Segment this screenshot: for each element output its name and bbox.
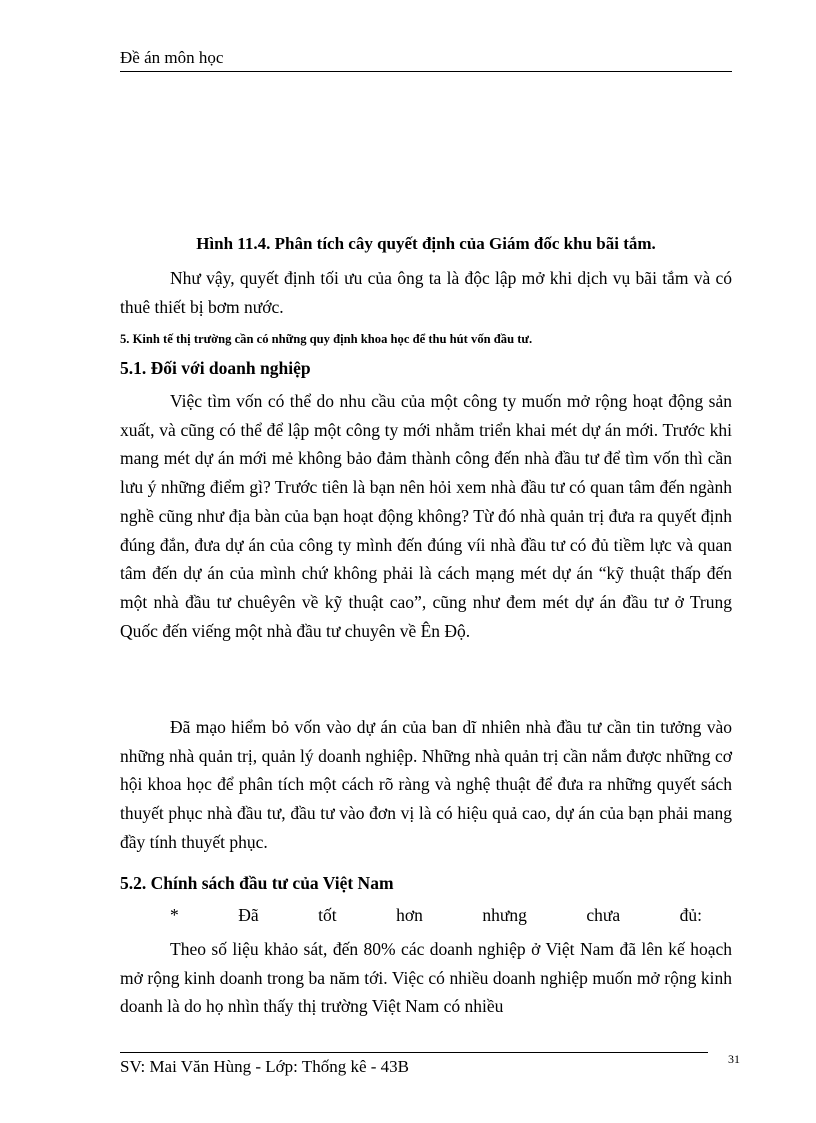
section-5-2-heading: 5.2. Chính sách đầu tư của Việt Nam [120, 873, 394, 893]
header-rule [120, 71, 732, 72]
page-header-title: Đề án môn học [120, 48, 224, 67]
paragraph-4: Theo số liệu khảo sát, đến 80% các doanh nghiệp ở Việt Nam đã lên kế hoạch mở rộng kinh doanh trong ba năm tới. Việc có nhiều doanh nghiệp muốn mở rộng kinh doanh là do họ nhìn thấy thị trường Việt Nam có nhiều [120, 939, 732, 1017]
paragraph-2: Việc tìm vốn có thể do nhu cầu của một công ty muốn mở rộng hoạt động sản xuất, và cũng có thể để lập một công ty mới nhằm triển khai mét dự án mới. Trước khi mang mét dự án mới mẻ không bảo đảm thành công đến nhà đầu tư để tìm vốn thì cần lưu ý những điểm gì? Trước tiên là bạn nên hỏi xem nhà đầu tư có quan tâm đến ngành nghề cũng như địa bàn của bạn hoạt động không? Từ đó nhà quản trị đưa ra quyết định đúng đắn, đưa dự án của công ty mình đến đúng víi nhà đầu tư có đủ tiềm lực và quan tâm đến dự án của mình chứ không phải là cách mạng mét dự án “kỹ thuật thấp đến một nhà đầu tư chuêyên về kỹ thuật cao”, cũng như đem mét dự án đầu tư ở Trung Quốc đến viếng một nhà đầu tư chuyên về Ên Độ. [120, 391, 732, 641]
note-word: tốt [318, 905, 337, 925]
note-word: chưa [586, 905, 621, 925]
section-5-1-heading: 5.1. Đối với doanh nghiệp [120, 358, 311, 378]
note-line [170, 905, 702, 926]
page-number: 31 [728, 1052, 740, 1066]
paragraph-3: Đã mạo hiểm bỏ vốn vào dự án của ban dĩ nhiên nhà đầu tư cần tin tưởng vào những nhà quản trị, quản lý doanh nghiệp. Những nhà quản trị cần nắm được những cơ hội khoa học để phân tích một cách rõ ràng và nghệ thuật để đưa ra những quyết sách thuyết phục nhà đầu tư, đầu tư vào đơn vị là có hiệu quả cao, dự án của bạn phải mang đầy tính thuyết phục. [120, 717, 732, 852]
paragraph-1: Như vậy, quyết định tối ưu của ông ta là độc lập mở khi dịch vụ bãi tắm và có thuê thiết bị bơm nước. [120, 268, 732, 317]
footer-rule [120, 1052, 708, 1053]
figure-caption: Hình 11.4. Phân tích cây quyết định của Giám đốc khu bãi tắm. [196, 234, 656, 253]
note-word: Đã [238, 905, 259, 925]
note-word: hơn [396, 905, 423, 925]
section-5-heading: 5. Kinh tế thị trường cần có những quy định khoa học để thu hút vốn đầu tư. [120, 332, 533, 346]
note-word: nhưng [482, 905, 527, 925]
footer-text: SV: Mai Văn Hùng - Lớp: Thống kê - 43B [120, 1057, 409, 1076]
note-word: * [170, 905, 179, 925]
note-word: đủ: [679, 905, 702, 925]
